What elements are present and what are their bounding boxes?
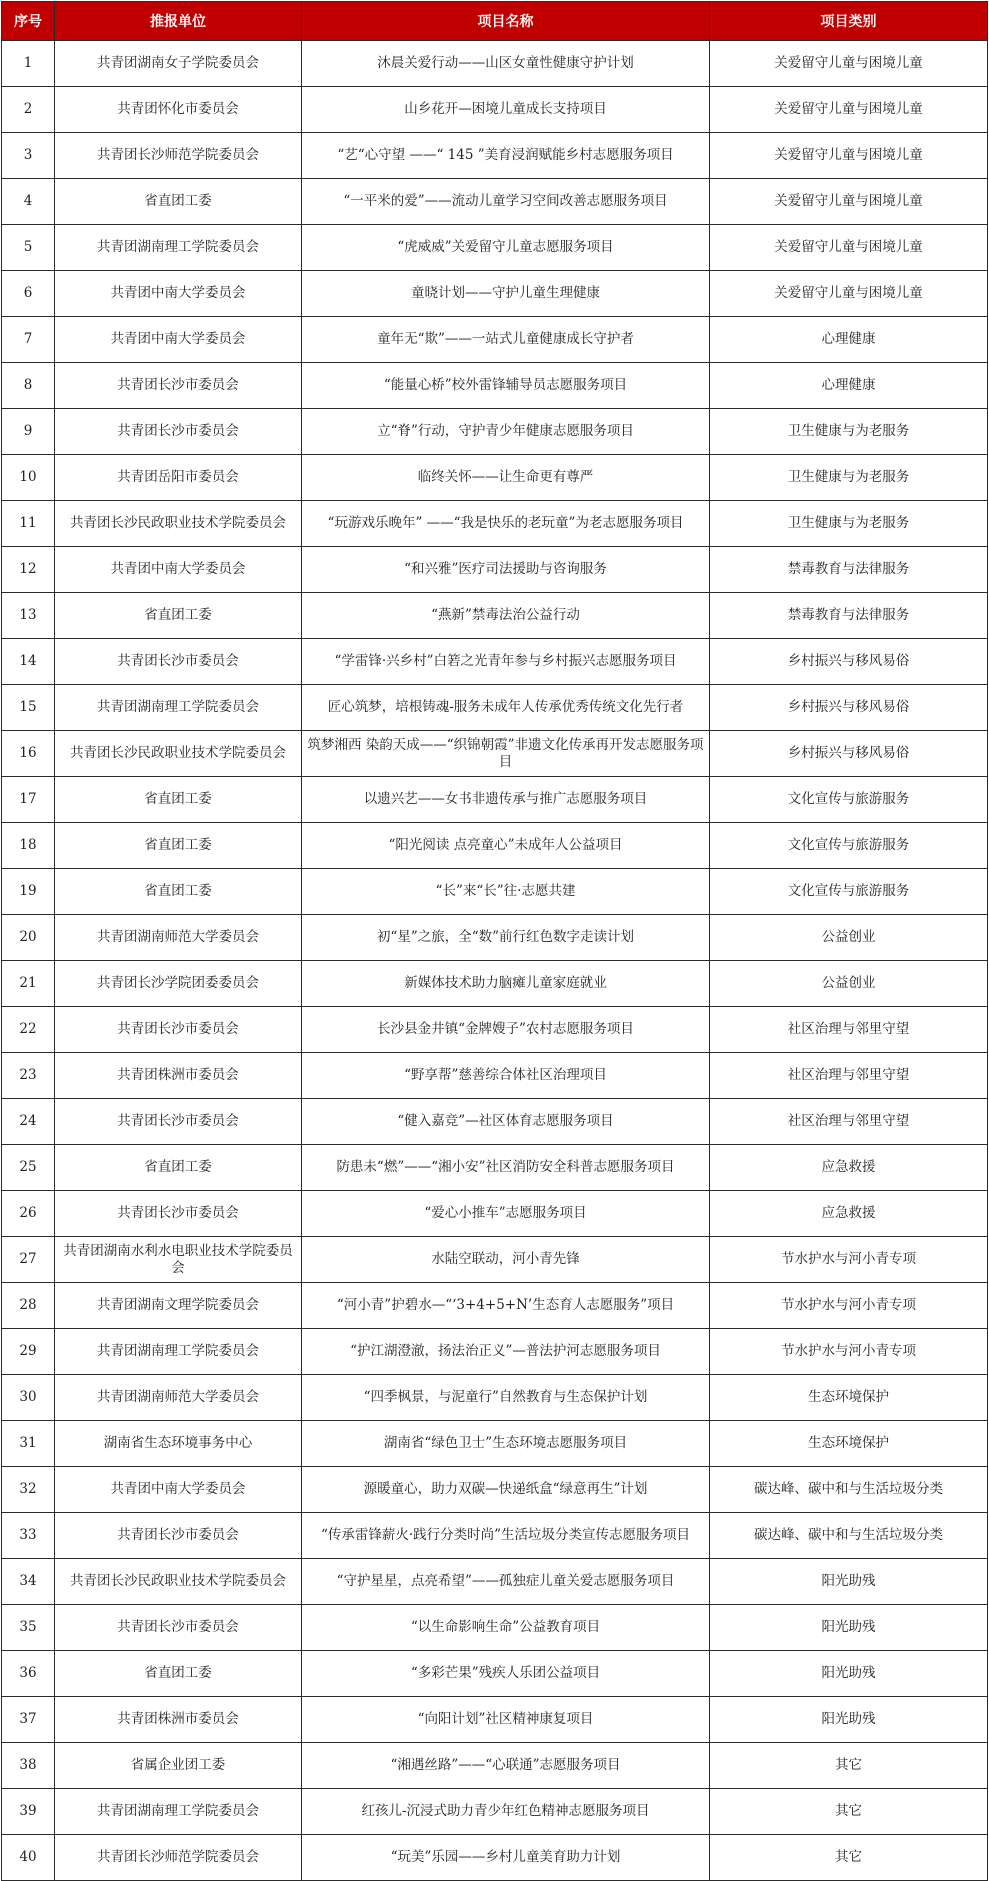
cell-project-name: “守护星星，点亮希望”——孤独症儿童关爱志愿服务项目 bbox=[302, 1559, 710, 1605]
table-row bbox=[2, 547, 988, 593]
cell-index: 35 bbox=[2, 1605, 55, 1651]
header-row bbox=[2, 2, 988, 41]
cell-project-name: 沐晨关爱行动——山区女童性健康守护计划 bbox=[302, 41, 710, 87]
table-row bbox=[2, 1329, 988, 1375]
cell-unit: 共青团长沙市委员会 bbox=[55, 409, 302, 455]
cell-unit: 共青团长沙市委员会 bbox=[55, 1191, 302, 1237]
table-row bbox=[2, 1559, 988, 1605]
cell-unit: 共青团株洲市委员会 bbox=[55, 1697, 302, 1743]
cell-category: 公益创业 bbox=[710, 961, 988, 1007]
table-row bbox=[2, 1283, 988, 1329]
cell-index: 2 bbox=[2, 87, 55, 133]
cell-unit: 共青团湖南女子学院委员会 bbox=[55, 41, 302, 87]
cell-project-name: 水陆空联动，河小青先锋 bbox=[302, 1237, 710, 1283]
cell-project-name: 初“星”之旅，全“数”前行红色数字走读计划 bbox=[302, 915, 710, 961]
cell-category: 社区治理与邻里守望 bbox=[710, 1053, 988, 1099]
cell-unit: 共青团中南大学委员会 bbox=[55, 271, 302, 317]
cell-category: 禁毒教育与法律服务 bbox=[710, 547, 988, 593]
cell-unit: 省直团工委 bbox=[55, 823, 302, 869]
table-row bbox=[2, 133, 988, 179]
cell-index: 34 bbox=[2, 1559, 55, 1605]
cell-unit: 共青团中南大学委员会 bbox=[55, 1467, 302, 1513]
table-row bbox=[2, 961, 988, 1007]
cell-project-name: “玩游戏乐晚年” ——“我是快乐的老玩童”为老志愿服务项目 bbox=[302, 501, 710, 547]
cell-unit: 共青团株洲市委员会 bbox=[55, 1053, 302, 1099]
cell-category: 应急救援 bbox=[710, 1191, 988, 1237]
cell-unit: 湖南省生态环境事务中心 bbox=[55, 1421, 302, 1467]
cell-category: 碳达峰、碳中和与生活垃圾分类 bbox=[710, 1467, 988, 1513]
cell-index: 10 bbox=[2, 455, 55, 501]
table-row bbox=[2, 363, 988, 409]
cell-project-name: “长”来“长”往·志愿共建 bbox=[302, 869, 710, 915]
cell-index: 14 bbox=[2, 639, 55, 685]
table-row bbox=[2, 1743, 988, 1789]
table-row bbox=[2, 1697, 988, 1743]
table-row bbox=[2, 455, 988, 501]
table-row bbox=[2, 1145, 988, 1191]
cell-unit: 省直团工委 bbox=[55, 1651, 302, 1697]
cell-category: 阳光助残 bbox=[710, 1697, 988, 1743]
cell-unit: 共青团长沙市委员会 bbox=[55, 1007, 302, 1053]
table-row bbox=[2, 41, 988, 87]
cell-category: 禁毒教育与法律服务 bbox=[710, 593, 988, 639]
cell-unit: 共青团怀化市委员会 bbox=[55, 87, 302, 133]
cell-project-name: “能量心桥”校外雷锋辅导员志愿服务项目 bbox=[302, 363, 710, 409]
cell-index: 13 bbox=[2, 593, 55, 639]
project-list-table bbox=[1, 1, 988, 1881]
cell-project-name: “学雷锋·兴乡村”白箬之光青年参与乡村振兴志愿服务项目 bbox=[302, 639, 710, 685]
header-category: 项目类别 bbox=[710, 2, 988, 41]
cell-category: 阳光助残 bbox=[710, 1559, 988, 1605]
cell-category: 关爱留守儿童与困境儿童 bbox=[710, 87, 988, 133]
table-row bbox=[2, 823, 988, 869]
cell-category: 乡村振兴与移风易俗 bbox=[710, 731, 988, 777]
cell-project-name: 源暖童心，助力双碳—快递纸盒“绿意再生”计划 bbox=[302, 1467, 710, 1513]
cell-project-name: “爱心小推车”志愿服务项目 bbox=[302, 1191, 710, 1237]
table-row bbox=[2, 225, 988, 271]
cell-unit: 共青团湖南理工学院委员会 bbox=[55, 1329, 302, 1375]
cell-index: 4 bbox=[2, 179, 55, 225]
table-row bbox=[2, 1467, 988, 1513]
cell-index: 12 bbox=[2, 547, 55, 593]
cell-project-name: 以遗兴艺——女书非遗传承与推广志愿服务项目 bbox=[302, 777, 710, 823]
cell-category: 其它 bbox=[710, 1835, 988, 1881]
cell-category: 心理健康 bbox=[710, 317, 988, 363]
table-row bbox=[2, 179, 988, 225]
table-row bbox=[2, 1237, 988, 1283]
cell-project-name: “野享帮”慈善综合体社区治理项目 bbox=[302, 1053, 710, 1099]
cell-unit: 共青团长沙市委员会 bbox=[55, 1605, 302, 1651]
cell-project-name: “和兴雅”医疗司法援助与咨询服务 bbox=[302, 547, 710, 593]
cell-index: 16 bbox=[2, 731, 55, 777]
table-row bbox=[2, 1375, 988, 1421]
cell-index: 29 bbox=[2, 1329, 55, 1375]
cell-index: 5 bbox=[2, 225, 55, 271]
cell-category: 应急救援 bbox=[710, 1145, 988, 1191]
table-row bbox=[2, 1789, 988, 1835]
cell-project-name: 临终关怀——让生命更有尊严 bbox=[302, 455, 710, 501]
cell-unit: 共青团湖南理工学院委员会 bbox=[55, 225, 302, 271]
cell-index: 20 bbox=[2, 915, 55, 961]
cell-category: 文化宣传与旅游服务 bbox=[710, 869, 988, 915]
cell-index: 40 bbox=[2, 1835, 55, 1881]
cell-category: 卫生健康与为老服务 bbox=[710, 455, 988, 501]
cell-unit: 共青团湖南理工学院委员会 bbox=[55, 1789, 302, 1835]
cell-unit: 省直团工委 bbox=[55, 179, 302, 225]
cell-project-name: 立“脊”行动，守护青少年健康志愿服务项目 bbox=[302, 409, 710, 455]
table-row bbox=[2, 593, 988, 639]
cell-project-name: “湘遇丝路”——“心联通”志愿服务项目 bbox=[302, 1743, 710, 1789]
cell-project-name: “传承雷锋薪火·践行分类时尚”生活垃圾分类宣传志愿服务项目 bbox=[302, 1513, 710, 1559]
cell-index: 18 bbox=[2, 823, 55, 869]
header-project-name: 项目名称 bbox=[302, 2, 710, 41]
cell-index: 25 bbox=[2, 1145, 55, 1191]
cell-project-name: “玩美”乐园——乡村儿童美育助力计划 bbox=[302, 1835, 710, 1881]
cell-index: 38 bbox=[2, 1743, 55, 1789]
cell-project-name: 童晓计划——守护儿童生理健康 bbox=[302, 271, 710, 317]
cell-project-name: “虎威威”关爱留守儿童志愿服务项目 bbox=[302, 225, 710, 271]
cell-project-name: “燕新”禁毒法治公益行动 bbox=[302, 593, 710, 639]
cell-index: 24 bbox=[2, 1099, 55, 1145]
cell-project-name: 湖南省“绿色卫士”生态环境志愿服务项目 bbox=[302, 1421, 710, 1467]
table-row bbox=[2, 1099, 988, 1145]
cell-project-name: 山乡花开—困境儿童成长支持项目 bbox=[302, 87, 710, 133]
cell-index: 21 bbox=[2, 961, 55, 1007]
table-row bbox=[2, 87, 988, 133]
table-header bbox=[2, 2, 988, 41]
cell-category: 关爱留守儿童与困境儿童 bbox=[710, 271, 988, 317]
cell-category: 乡村振兴与移风易俗 bbox=[710, 639, 988, 685]
cell-index: 26 bbox=[2, 1191, 55, 1237]
cell-unit: 共青团中南大学委员会 bbox=[55, 547, 302, 593]
header-unit: 推报单位 bbox=[55, 2, 302, 41]
cell-category: 心理健康 bbox=[710, 363, 988, 409]
cell-project-name: 筑梦湘西 染韵天成——“织锦朝霞”非遗文化传承再开发志愿服务项目 bbox=[302, 731, 710, 777]
cell-index: 32 bbox=[2, 1467, 55, 1513]
cell-project-name: “护江湖澄澈，扬法治正义”—普法护河志愿服务项目 bbox=[302, 1329, 710, 1375]
cell-project-name: 红孩儿-沉浸式助力青少年红色精神志愿服务项目 bbox=[302, 1789, 710, 1835]
cell-index: 30 bbox=[2, 1375, 55, 1421]
cell-category: 节水护水与河小青专项 bbox=[710, 1329, 988, 1375]
cell-category: 公益创业 bbox=[710, 915, 988, 961]
cell-unit: 共青团长沙市委员会 bbox=[55, 1099, 302, 1145]
cell-index: 36 bbox=[2, 1651, 55, 1697]
cell-unit: 共青团长沙市委员会 bbox=[55, 1513, 302, 1559]
cell-unit: 共青团湖南师范大学委员会 bbox=[55, 915, 302, 961]
cell-unit: 省直团工委 bbox=[55, 869, 302, 915]
cell-project-name: 防患未“燃”——“湘小安”社区消防安全科普志愿服务项目 bbox=[302, 1145, 710, 1191]
cell-index: 7 bbox=[2, 317, 55, 363]
cell-category: 阳光助残 bbox=[710, 1605, 988, 1651]
cell-project-name: “向阳计划”社区精神康复项目 bbox=[302, 1697, 710, 1743]
cell-project-name: 童年无“欺”——一站式儿童健康成长守护者 bbox=[302, 317, 710, 363]
cell-category: 关爱留守儿童与困境儿童 bbox=[710, 41, 988, 87]
table-row bbox=[2, 869, 988, 915]
table-body bbox=[2, 41, 988, 1881]
table-row bbox=[2, 1421, 988, 1467]
cell-category: 乡村振兴与移风易俗 bbox=[710, 685, 988, 731]
cell-index: 22 bbox=[2, 1007, 55, 1053]
cell-index: 1 bbox=[2, 41, 55, 87]
cell-unit: 共青团长沙学院团委委员会 bbox=[55, 961, 302, 1007]
cell-index: 3 bbox=[2, 133, 55, 179]
table-row bbox=[2, 731, 988, 777]
cell-category: 文化宣传与旅游服务 bbox=[710, 823, 988, 869]
cell-category: 卫生健康与为老服务 bbox=[710, 409, 988, 455]
table-row bbox=[2, 1513, 988, 1559]
cell-category: 碳达峰、碳中和与生活垃圾分类 bbox=[710, 1513, 988, 1559]
cell-category: 关爱留守儿童与困境儿童 bbox=[710, 133, 988, 179]
cell-project-name: 长沙县金井镇“金牌嫂子”农村志愿服务项目 bbox=[302, 1007, 710, 1053]
cell-unit: 共青团长沙民政职业技术学院委员会 bbox=[55, 501, 302, 547]
cell-category: 其它 bbox=[710, 1743, 988, 1789]
table-row bbox=[2, 1835, 988, 1881]
cell-index: 8 bbox=[2, 363, 55, 409]
cell-category: 关爱留守儿童与困境儿童 bbox=[710, 225, 988, 271]
cell-unit: 共青团长沙民政职业技术学院委员会 bbox=[55, 731, 302, 777]
table-row bbox=[2, 1191, 988, 1237]
cell-unit: 省直团工委 bbox=[55, 593, 302, 639]
header-index: 序号 bbox=[2, 2, 55, 41]
cell-unit: 共青团湖南理工学院委员会 bbox=[55, 685, 302, 731]
cell-unit: 省直团工委 bbox=[55, 1145, 302, 1191]
cell-category: 节水护水与河小青专项 bbox=[710, 1283, 988, 1329]
cell-index: 39 bbox=[2, 1789, 55, 1835]
cell-project-name: “一平米的爱”——流动儿童学习空间改善志愿服务项目 bbox=[302, 179, 710, 225]
cell-project-name: “以生命影响生命”公益教育项目 bbox=[302, 1605, 710, 1651]
cell-category: 阳光助残 bbox=[710, 1651, 988, 1697]
table-row bbox=[2, 777, 988, 823]
table-row bbox=[2, 1007, 988, 1053]
cell-project-name: “河小青”护碧水—“‘3+4+5+N’生态育人志愿服务”项目 bbox=[302, 1283, 710, 1329]
cell-category: 卫生健康与为老服务 bbox=[710, 501, 988, 547]
cell-index: 31 bbox=[2, 1421, 55, 1467]
cell-unit: 共青团湖南水利水电职业技术学院委员会 bbox=[55, 1237, 302, 1283]
cell-index: 23 bbox=[2, 1053, 55, 1099]
cell-project-name: “健入嘉竞”—社区体育志愿服务项目 bbox=[302, 1099, 710, 1145]
table-row bbox=[2, 1053, 988, 1099]
cell-unit: 共青团岳阳市委员会 bbox=[55, 455, 302, 501]
cell-project-name: “艺“心守望 ——“ 145 ”美育浸润赋能乡村志愿服务项目 bbox=[302, 133, 710, 179]
table-row bbox=[2, 639, 988, 685]
cell-project-name: “多彩芒果”残疾人乐团公益项目 bbox=[302, 1651, 710, 1697]
cell-category: 生态环境保护 bbox=[710, 1375, 988, 1421]
cell-project-name: 新媒体技术助力脑瘫儿童家庭就业 bbox=[302, 961, 710, 1007]
cell-index: 37 bbox=[2, 1697, 55, 1743]
cell-category: 社区治理与邻里守望 bbox=[710, 1099, 988, 1145]
cell-index: 11 bbox=[2, 501, 55, 547]
cell-index: 6 bbox=[2, 271, 55, 317]
cell-unit: 省直团工委 bbox=[55, 777, 302, 823]
cell-unit: 共青团湖南文理学院委员会 bbox=[55, 1283, 302, 1329]
cell-category: 文化宣传与旅游服务 bbox=[710, 777, 988, 823]
table-row bbox=[2, 409, 988, 455]
cell-index: 17 bbox=[2, 777, 55, 823]
cell-unit: 共青团中南大学委员会 bbox=[55, 317, 302, 363]
cell-category: 关爱留守儿童与困境儿童 bbox=[710, 179, 988, 225]
cell-unit: 省属企业团工委 bbox=[55, 1743, 302, 1789]
table-row bbox=[2, 271, 988, 317]
cell-category: 生态环境保护 bbox=[710, 1421, 988, 1467]
cell-project-name: 匠心筑梦，培根铸魂-服务未成年人传承优秀传统文化先行者 bbox=[302, 685, 710, 731]
cell-index: 33 bbox=[2, 1513, 55, 1559]
cell-unit: 共青团长沙民政职业技术学院委员会 bbox=[55, 1559, 302, 1605]
table-row bbox=[2, 685, 988, 731]
cell-index: 15 bbox=[2, 685, 55, 731]
table-row bbox=[2, 915, 988, 961]
cell-project-name: “阳光阅读 点亮童心”未成年人公益项目 bbox=[302, 823, 710, 869]
cell-unit: 共青团长沙师范学院委员会 bbox=[55, 1835, 302, 1881]
table-row bbox=[2, 1651, 988, 1697]
cell-index: 27 bbox=[2, 1237, 55, 1283]
table-row bbox=[2, 501, 988, 547]
cell-unit: 共青团湖南师范大学委员会 bbox=[55, 1375, 302, 1421]
cell-unit: 共青团长沙市委员会 bbox=[55, 363, 302, 409]
cell-index: 9 bbox=[2, 409, 55, 455]
cell-unit: 共青团长沙市委员会 bbox=[55, 639, 302, 685]
cell-category: 社区治理与邻里守望 bbox=[710, 1007, 988, 1053]
cell-category: 节水护水与河小青专项 bbox=[710, 1237, 988, 1283]
cell-unit: 共青团长沙师范学院委员会 bbox=[55, 133, 302, 179]
table-row bbox=[2, 1605, 988, 1651]
cell-index: 28 bbox=[2, 1283, 55, 1329]
cell-index: 19 bbox=[2, 869, 55, 915]
cell-category: 其它 bbox=[710, 1789, 988, 1835]
cell-project-name: “四季枫景，与泥童行”自然教育与生态保护计划 bbox=[302, 1375, 710, 1421]
table-row bbox=[2, 317, 988, 363]
